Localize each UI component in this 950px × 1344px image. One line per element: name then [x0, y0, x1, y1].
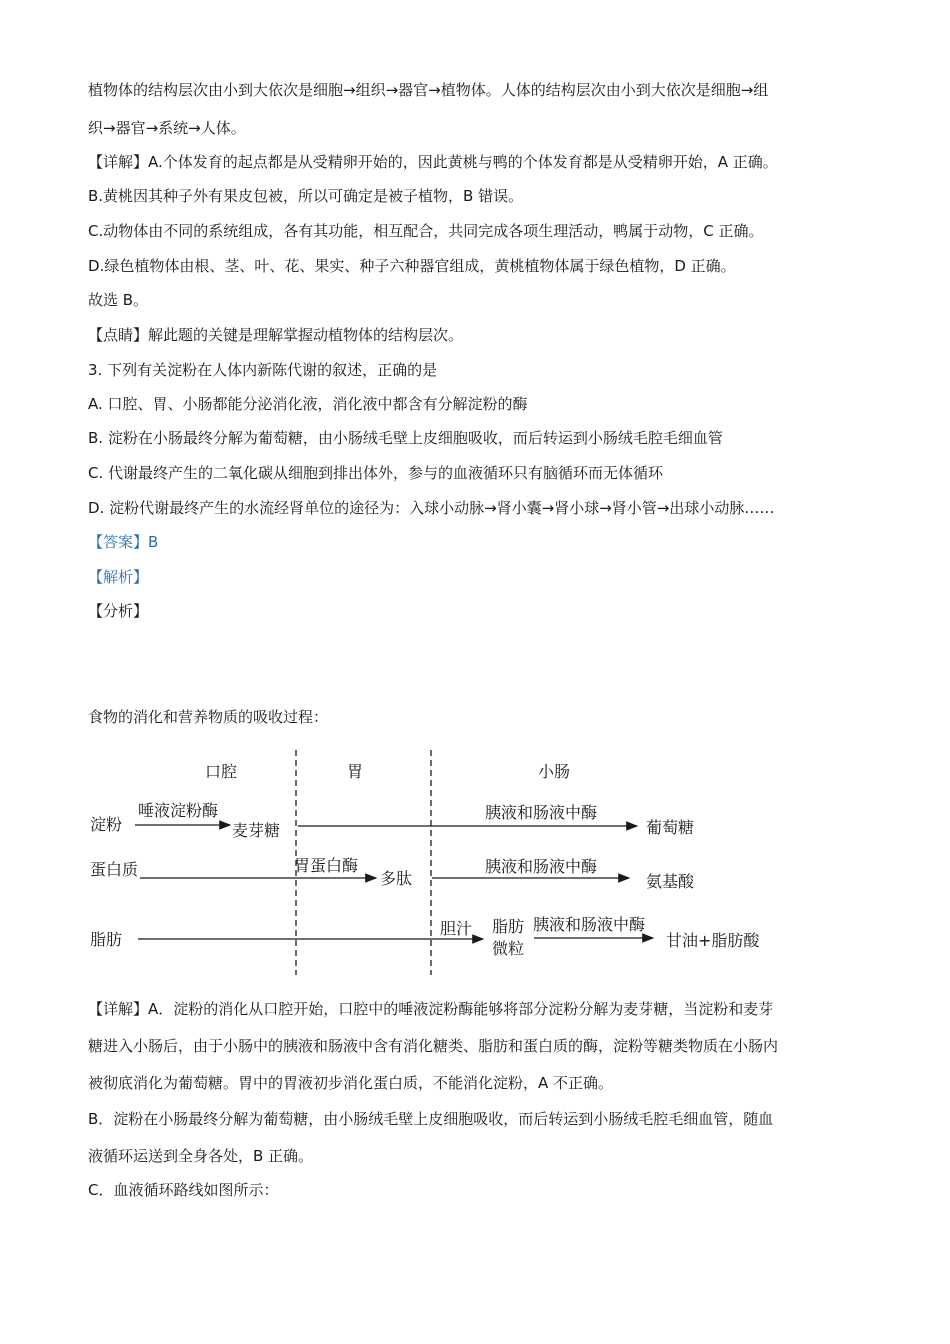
fat-product: 甘油+脂肪酸 [666, 931, 760, 950]
fat-label: 脂肪 [90, 930, 123, 949]
text-line: 植物体的结构层次由小到大依次是细胞→组织→器官→植物体。人体的结构层次由小到大依次是细胞→组 [88, 81, 769, 99]
text-line: D.绿色植物体由根、茎、叶、花、果实、种子六种器官组成，黄桃植物体属于绿色植物，D 正确。 [88, 257, 736, 275]
text-line: 液循环运送到全身各处，B 正确。 [88, 1147, 314, 1165]
protein-product-2: 氨基酸 [646, 872, 695, 891]
text-line: 【详解】A．淀粉的消化从口腔开始，口腔中的唾液淀粉酶能够将部分淀粉分解为麦芽糖，当淀粉和麦芽 [88, 1000, 774, 1018]
starch-label: 淀粉 [90, 815, 123, 834]
text-line: 被彻底消化为葡萄糖。胃中的胃液初步消化蛋白质，不能消化淀粉，A 不正确。 [88, 1074, 614, 1092]
protein-label: 蛋白质 [90, 860, 139, 879]
text-line: 故选 B。 [88, 291, 149, 309]
text-line: 糖进入小肠后，由于小肠中的胰液和肠液中含有消化糖类、脂肪和蛋白质的酶，淀粉等糖类物质在小肠内 [88, 1037, 779, 1055]
text-line: 【点睛】解此题的关键是理解掌握动植物体的结构层次。 [88, 326, 464, 344]
question-stem: 3. 下列有关淀粉在人体内新陈代谢的叙述，正确的是 [88, 361, 438, 379]
answer-label: 【答案】B [88, 533, 159, 551]
fat-bile: 胆汁 [440, 919, 473, 938]
option-b: B. 淀粉在小肠最终分解为葡萄糖，由小肠绒毛壁上皮细胞吸收，而后转运到小肠绒毛腔毛细血管 [88, 429, 723, 447]
text-line: B.黄桃因其种子外有果皮包被，所以可确定是被子植物，B 错误。 [88, 187, 524, 205]
starch-enzyme-1: 唾液淀粉酶 [138, 801, 219, 820]
protein-enzyme-1: 胃蛋白酶 [294, 856, 359, 875]
starch-product-2: 葡萄糖 [646, 818, 695, 837]
text-line: C.动物体由不同的系统组成，各有其功能，相互配合，共同完成各项生理活动，鸭属于动物，C 正确。 [88, 222, 764, 240]
option-d: D. 淀粉代谢最终产生的水流经肾单位的途径为：入球小动脉→肾小囊→肾小球→肾小管→出球小动脉…… [88, 499, 775, 517]
analysis-label: 【解析】 [88, 568, 149, 586]
text-line: B．淀粉在小肠最终分解为葡萄糖，由小肠绒毛壁上皮细胞吸收，而后转运到小肠绒毛腔毛细血管，随血 [88, 1110, 774, 1128]
starch-enzyme-2: 胰液和肠液中酶 [485, 803, 598, 822]
protein-enzyme-2: 胰液和肠液中酶 [485, 857, 598, 876]
region-mouth: 口腔 [205, 762, 238, 781]
region-stomach: 胃 [347, 762, 364, 781]
text-line: 【详解】A.个体发育的起点都是从受精卵开始的，因此黄桃与鸭的个体发育都是从受精卵开始，A 正确。 [88, 153, 778, 171]
option-c: C. 代谢最终产生的二氧化碳从细胞到排出体外，参与的血液循环只有脑循环而无体循环 [88, 464, 664, 482]
section-label: 【分析】 [88, 602, 149, 620]
fat-enzyme: 胰液和肠液中酶 [533, 915, 646, 934]
fat-micro-1: 脂肪 [492, 917, 525, 936]
region-small-intestine: 小肠 [538, 762, 571, 781]
diagram-caption: 食物的消化和营养物质的吸收过程： [88, 708, 329, 726]
digestion-diagram [80, 745, 780, 980]
protein-product-1: 多肽 [380, 869, 413, 888]
text-line: C．血液循环路线如图所示： [88, 1181, 279, 1199]
option-a: A. 口腔、胃、小肠都能分泌消化液，消化液中都含有分解淀粉的酶 [88, 395, 528, 413]
starch-product-1: 麦芽糖 [232, 821, 281, 840]
text-line: 织→器官→系统→人体。 [88, 119, 246, 137]
fat-micro-2: 微粒 [492, 939, 525, 958]
